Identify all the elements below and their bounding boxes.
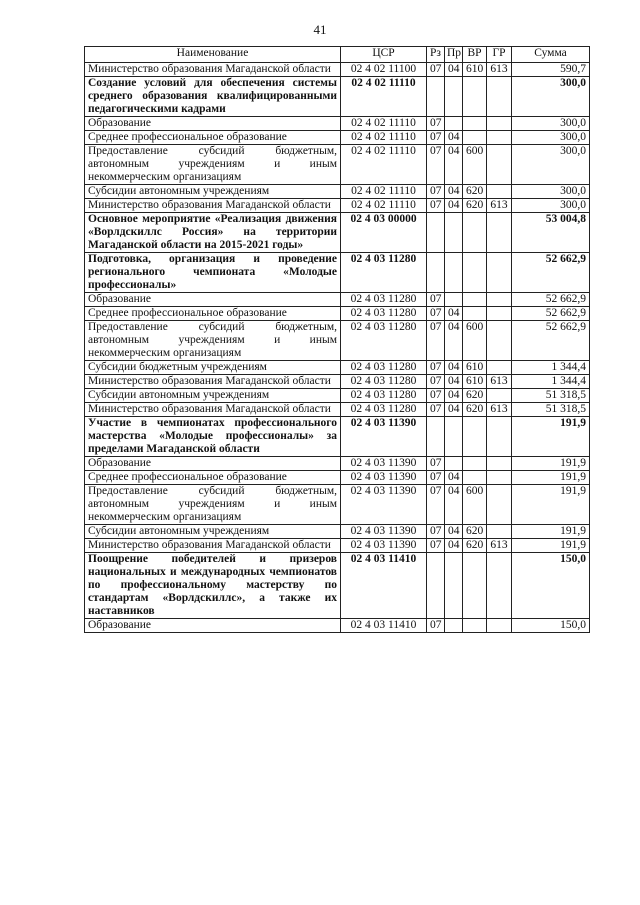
cell-vr: [463, 457, 487, 471]
cell-pr: 04: [445, 321, 463, 361]
table-row: [85, 253, 590, 293]
table-row: [85, 403, 590, 417]
cell-vr: [463, 417, 487, 457]
cell-pr: [445, 293, 463, 307]
header-name: Наименование: [85, 47, 341, 63]
cell-pr: 04: [445, 539, 463, 553]
cell-pr: 04: [445, 131, 463, 145]
cell-sum: 191,9: [512, 417, 590, 457]
cell-gr: [487, 485, 512, 525]
cell-rz: 07: [427, 185, 445, 199]
cell-pr: 04: [445, 375, 463, 389]
table-row: [85, 307, 590, 321]
cell-rz: 07: [427, 199, 445, 213]
cell-name: Образование: [85, 457, 341, 471]
cell-csr: 02 4 02 11100: [341, 63, 427, 77]
cell-gr: [487, 321, 512, 361]
cell-vr: 620: [463, 199, 487, 213]
cell-sum: 53 004,8: [512, 213, 590, 253]
cell-pr: 04: [445, 199, 463, 213]
cell-rz: 07: [427, 485, 445, 525]
cell-rz: 07: [427, 539, 445, 553]
cell-rz: 07: [427, 457, 445, 471]
table-row: [85, 145, 590, 185]
cell-vr: 620: [463, 389, 487, 403]
cell-vr: [463, 117, 487, 131]
cell-rz: 07: [427, 403, 445, 417]
cell-csr: 02 4 02 11110: [341, 199, 427, 213]
cell-csr: 02 4 03 11390: [341, 485, 427, 525]
cell-sum: 590,7: [512, 63, 590, 77]
cell-vr: 610: [463, 375, 487, 389]
cell-gr: [487, 307, 512, 321]
table-row: [85, 117, 590, 131]
cell-csr: 02 4 03 11280: [341, 253, 427, 293]
cell-sum: 150,0: [512, 619, 590, 633]
cell-name: Министерство образования Магаданской области: [85, 199, 341, 213]
cell-csr: 02 4 02 11110: [341, 145, 427, 185]
cell-gr: [487, 525, 512, 539]
cell-name: Субсидии бюджетным учреждениям: [85, 361, 341, 375]
cell-gr: 613: [487, 375, 512, 389]
cell-csr: 02 4 03 11390: [341, 539, 427, 553]
cell-csr: 02 4 03 11280: [341, 293, 427, 307]
cell-pr: [445, 117, 463, 131]
cell-gr: [487, 185, 512, 199]
cell-gr: 613: [487, 539, 512, 553]
cell-rz: 07: [427, 389, 445, 403]
header-gr: ГР: [487, 47, 512, 63]
header-sum: Сумма: [512, 47, 590, 63]
table-row: [85, 185, 590, 199]
table-row: [85, 131, 590, 145]
cell-gr: [487, 389, 512, 403]
cell-rz: 07: [427, 131, 445, 145]
table-row: [85, 321, 590, 361]
cell-sum: 1 344,4: [512, 361, 590, 375]
page-number: 41: [313, 22, 327, 37]
cell-pr: 04: [445, 185, 463, 199]
cell-rz: 07: [427, 63, 445, 77]
table-row: [85, 457, 590, 471]
header-vr: ВР: [463, 47, 487, 63]
cell-sum: 300,0: [512, 145, 590, 185]
cell-vr: [463, 131, 487, 145]
cell-rz: 07: [427, 145, 445, 185]
cell-gr: [487, 471, 512, 485]
cell-name: Подготовка, организация и проведение регионального чемпионата «Молодые профессионалы»: [85, 253, 341, 293]
cell-csr: 02 4 03 00000: [341, 213, 427, 253]
cell-vr: [463, 471, 487, 485]
cell-sum: 191,9: [512, 539, 590, 553]
cell-sum: 52 662,9: [512, 253, 590, 293]
cell-pr: 04: [445, 403, 463, 417]
table-row: [85, 213, 590, 253]
cell-pr: [445, 619, 463, 633]
cell-vr: [463, 213, 487, 253]
cell-sum: 300,0: [512, 199, 590, 213]
table-row: [85, 471, 590, 485]
table-row: [85, 361, 590, 375]
table-row: [85, 77, 590, 117]
cell-pr: 04: [445, 389, 463, 403]
cell-sum: 52 662,9: [512, 293, 590, 307]
cell-name: Предоставление субсидий бюджетным, автономным учреждениям и иным некоммерческим организациям: [85, 321, 341, 361]
cell-name: Среднее профессиональное образование: [85, 131, 341, 145]
cell-rz: 07: [427, 525, 445, 539]
cell-csr: 02 4 02 11110: [341, 185, 427, 199]
cell-name: Предоставление субсидий бюджетным, автономным учреждениям и иным некоммерческим организациям: [85, 145, 341, 185]
cell-csr: 02 4 03 11280: [341, 361, 427, 375]
cell-vr: [463, 619, 487, 633]
cell-rz: [427, 253, 445, 293]
cell-pr: 04: [445, 307, 463, 321]
cell-sum: 51 318,5: [512, 389, 590, 403]
budget-table: [84, 46, 590, 633]
cell-vr: [463, 293, 487, 307]
cell-name: Субсидии автономным учреждениям: [85, 389, 341, 403]
cell-name: Предоставление субсидий бюджетным, автономным учреждениям и иным некоммерческим организациям: [85, 485, 341, 525]
header-pr: Пр: [445, 47, 463, 63]
cell-name: Создание условий для обеспечения системы среднего образования квалифицированными педагогическими кадрами: [85, 77, 341, 117]
table-row: [85, 525, 590, 539]
cell-name: Среднее профессиональное образование: [85, 471, 341, 485]
cell-rz: [427, 417, 445, 457]
cell-sum: 191,9: [512, 471, 590, 485]
cell-sum: 1 344,4: [512, 375, 590, 389]
table-row: [85, 619, 590, 633]
cell-gr: [487, 293, 512, 307]
cell-pr: [445, 77, 463, 117]
cell-name: Поощрение победителей и призеров национальных и международных чемпионатов по профессиональному мастерству по стандартам «Ворлдскиллс», а также их наставников: [85, 553, 341, 619]
cell-csr: 02 4 02 11110: [341, 117, 427, 131]
cell-rz: [427, 213, 445, 253]
cell-gr: [487, 117, 512, 131]
cell-name: Образование: [85, 293, 341, 307]
table-row: [85, 485, 590, 525]
cell-sum: 191,9: [512, 457, 590, 471]
cell-pr: [445, 553, 463, 619]
cell-gr: [487, 361, 512, 375]
cell-gr: 613: [487, 403, 512, 417]
cell-rz: 07: [427, 293, 445, 307]
cell-name: Министерство образования Магаданской области: [85, 403, 341, 417]
cell-vr: 610: [463, 361, 487, 375]
cell-vr: [463, 553, 487, 619]
cell-sum: 300,0: [512, 131, 590, 145]
cell-gr: [487, 553, 512, 619]
cell-csr: 02 4 03 11410: [341, 553, 427, 619]
cell-gr: 613: [487, 63, 512, 77]
table-row: [85, 553, 590, 619]
table-row: [85, 199, 590, 213]
cell-rz: 07: [427, 321, 445, 361]
cell-name: Министерство образования Магаданской области: [85, 63, 341, 77]
table-row: [85, 63, 590, 77]
cell-csr: 02 4 03 11280: [341, 375, 427, 389]
cell-sum: 300,0: [512, 185, 590, 199]
cell-rz: [427, 553, 445, 619]
cell-pr: 04: [445, 485, 463, 525]
cell-pr: [445, 457, 463, 471]
header-csr: ЦСР: [341, 47, 427, 63]
cell-vr: 620: [463, 525, 487, 539]
cell-gr: [487, 457, 512, 471]
table-body: [85, 63, 590, 633]
table-row: [85, 417, 590, 457]
cell-csr: 02 4 03 11390: [341, 417, 427, 457]
cell-name: Субсидии автономным учреждениям: [85, 185, 341, 199]
cell-csr: 02 4 03 11390: [341, 471, 427, 485]
cell-pr: 04: [445, 63, 463, 77]
header-rz: Рз: [427, 47, 445, 63]
cell-rz: [427, 77, 445, 117]
cell-name: Образование: [85, 117, 341, 131]
cell-vr: 610: [463, 63, 487, 77]
cell-sum: 300,0: [512, 117, 590, 131]
cell-sum: 191,9: [512, 525, 590, 539]
cell-csr: 02 4 02 11110: [341, 131, 427, 145]
cell-vr: 620: [463, 185, 487, 199]
cell-rz: 07: [427, 619, 445, 633]
cell-csr: 02 4 03 11390: [341, 457, 427, 471]
cell-csr: 02 4 03 11280: [341, 307, 427, 321]
cell-vr: 600: [463, 485, 487, 525]
cell-name: Министерство образования Магаданской области: [85, 375, 341, 389]
cell-vr: 620: [463, 539, 487, 553]
cell-vr: [463, 253, 487, 293]
cell-rz: 07: [427, 471, 445, 485]
cell-sum: 150,0: [512, 553, 590, 619]
table-row: [85, 375, 590, 389]
cell-sum: 52 662,9: [512, 321, 590, 361]
cell-pr: 04: [445, 471, 463, 485]
cell-gr: [487, 253, 512, 293]
cell-csr: 02 4 03 11280: [341, 389, 427, 403]
cell-sum: 51 318,5: [512, 403, 590, 417]
cell-csr: 02 4 03 11410: [341, 619, 427, 633]
table-row: [85, 389, 590, 403]
cell-name: Министерство образования Магаданской области: [85, 539, 341, 553]
table-row: [85, 293, 590, 307]
cell-csr: 02 4 02 11110: [341, 77, 427, 117]
cell-sum: 300,0: [512, 77, 590, 117]
cell-sum: 52 662,9: [512, 307, 590, 321]
cell-rz: 07: [427, 307, 445, 321]
cell-rz: 07: [427, 375, 445, 389]
cell-gr: [487, 131, 512, 145]
cell-name: Участие в чемпионатах профессионального мастерства «Молодые профессионалы» за пределами Магаданской области: [85, 417, 341, 457]
cell-gr: 613: [487, 199, 512, 213]
cell-pr: [445, 213, 463, 253]
cell-gr: [487, 213, 512, 253]
cell-pr: 04: [445, 525, 463, 539]
cell-gr: [487, 145, 512, 185]
cell-name: Среднее профессиональное образование: [85, 307, 341, 321]
cell-rz: 07: [427, 117, 445, 131]
cell-sum: 191,9: [512, 485, 590, 525]
cell-pr: 04: [445, 145, 463, 185]
cell-pr: [445, 253, 463, 293]
cell-name: Образование: [85, 619, 341, 633]
cell-vr: 600: [463, 145, 487, 185]
cell-vr: [463, 307, 487, 321]
cell-gr: [487, 417, 512, 457]
cell-pr: 04: [445, 361, 463, 375]
cell-csr: 02 4 03 11280: [341, 321, 427, 361]
cell-pr: [445, 417, 463, 457]
cell-rz: 07: [427, 361, 445, 375]
cell-vr: [463, 77, 487, 117]
cell-csr: 02 4 03 11280: [341, 403, 427, 417]
cell-vr: 600: [463, 321, 487, 361]
cell-vr: 620: [463, 403, 487, 417]
cell-csr: 02 4 03 11390: [341, 525, 427, 539]
cell-name: Основное мероприятие «Реализация движения «Ворлдскиллс Россия» на территории Магаданской области на 2015-2021 годы»: [85, 213, 341, 253]
table-row: [85, 539, 590, 553]
table-header-row: [85, 47, 590, 63]
cell-gr: [487, 77, 512, 117]
cell-gr: [487, 619, 512, 633]
cell-name: Субсидии автономным учреждениям: [85, 525, 341, 539]
